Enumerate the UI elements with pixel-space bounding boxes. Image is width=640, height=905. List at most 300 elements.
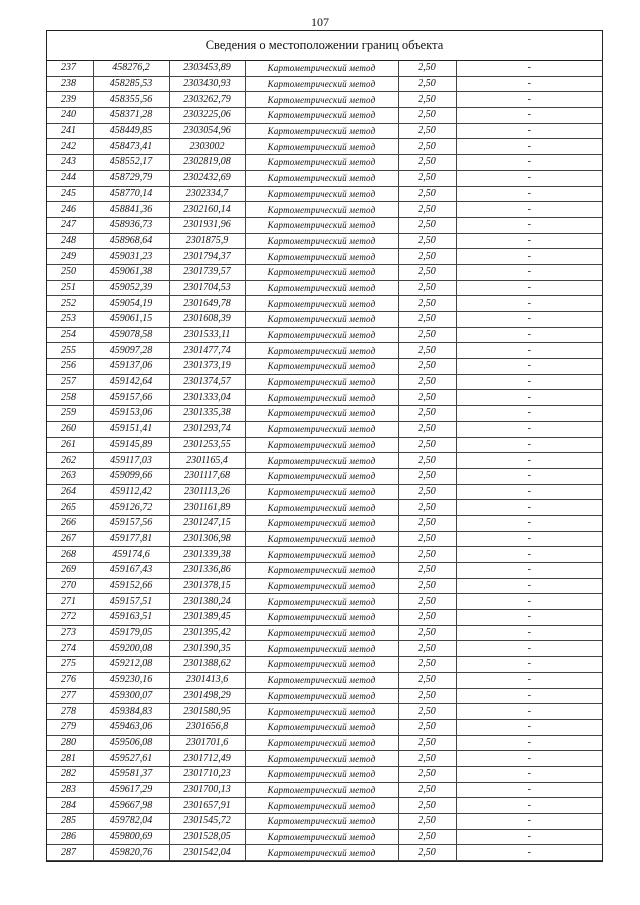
accuracy: 2,50 xyxy=(398,531,456,547)
table-row xyxy=(47,704,602,720)
description: - xyxy=(456,312,602,328)
point-number: 262 xyxy=(47,453,93,469)
point-number: 276 xyxy=(47,672,93,688)
y-coordinate: 2301649,78 xyxy=(169,296,245,312)
point-number: 237 xyxy=(47,61,93,76)
point-number: 245 xyxy=(47,186,93,202)
method: Картометрический метод xyxy=(245,735,398,751)
accuracy: 2,50 xyxy=(398,76,456,92)
point-number: 286 xyxy=(47,829,93,845)
method: Картометрический метод xyxy=(245,641,398,657)
method: Картометрический метод xyxy=(245,515,398,531)
description: - xyxy=(456,264,602,280)
method: Картометрический метод xyxy=(245,437,398,453)
x-coordinate: 459137,06 xyxy=(93,359,169,375)
point-number: 285 xyxy=(47,814,93,830)
method: Картометрический метод xyxy=(245,61,398,76)
description: - xyxy=(456,390,602,406)
table-row xyxy=(47,657,602,673)
accuracy: 2,50 xyxy=(398,139,456,155)
x-coordinate: 458473,41 xyxy=(93,139,169,155)
y-coordinate: 2301336,86 xyxy=(169,563,245,579)
y-coordinate: 2301253,55 xyxy=(169,437,245,453)
point-number: 252 xyxy=(47,296,93,312)
x-coordinate: 459031,23 xyxy=(93,249,169,265)
y-coordinate: 2301339,38 xyxy=(169,547,245,563)
y-coordinate: 2301545,72 xyxy=(169,814,245,830)
point-number: 238 xyxy=(47,76,93,92)
table-row xyxy=(47,327,602,343)
x-coordinate: 459099,66 xyxy=(93,468,169,484)
accuracy: 2,50 xyxy=(398,390,456,406)
boundary-points-table xyxy=(47,61,602,861)
accuracy: 2,50 xyxy=(398,233,456,249)
point-number: 283 xyxy=(47,782,93,798)
point-number: 243 xyxy=(47,155,93,171)
x-coordinate: 458355,56 xyxy=(93,92,169,108)
table-row xyxy=(47,500,602,516)
description: - xyxy=(456,735,602,751)
table-row xyxy=(47,374,602,390)
point-number: 269 xyxy=(47,563,93,579)
y-coordinate: 2301477,74 xyxy=(169,343,245,359)
method: Картометрический метод xyxy=(245,390,398,406)
table-row xyxy=(47,484,602,500)
x-coordinate: 459820,76 xyxy=(93,845,169,861)
y-coordinate: 2303262,79 xyxy=(169,92,245,108)
x-coordinate: 459174,6 xyxy=(93,547,169,563)
accuracy: 2,50 xyxy=(398,657,456,673)
description: - xyxy=(456,61,602,76)
y-coordinate: 2301378,15 xyxy=(169,578,245,594)
accuracy: 2,50 xyxy=(398,108,456,124)
description: - xyxy=(456,719,602,735)
y-coordinate: 2301335,38 xyxy=(169,406,245,422)
accuracy: 2,50 xyxy=(398,170,456,186)
table-row xyxy=(47,578,602,594)
table-row xyxy=(47,735,602,751)
table-row xyxy=(47,92,602,108)
description: - xyxy=(456,798,602,814)
y-coordinate: 2301700,13 xyxy=(169,782,245,798)
description: - xyxy=(456,186,602,202)
y-coordinate: 2301113,26 xyxy=(169,484,245,500)
description: - xyxy=(456,406,602,422)
description: - xyxy=(456,123,602,139)
table-row xyxy=(47,264,602,280)
y-coordinate: 2301388,62 xyxy=(169,657,245,673)
table-row xyxy=(47,766,602,782)
point-number: 267 xyxy=(47,531,93,547)
method: Картометрический метод xyxy=(245,625,398,641)
description: - xyxy=(456,170,602,186)
table-row xyxy=(47,453,602,469)
table-row xyxy=(47,672,602,688)
boundary-table-frame xyxy=(46,30,603,862)
y-coordinate: 2301390,35 xyxy=(169,641,245,657)
y-coordinate: 2301528,05 xyxy=(169,829,245,845)
point-number: 253 xyxy=(47,312,93,328)
x-coordinate: 459112,42 xyxy=(93,484,169,500)
y-coordinate: 2303430,93 xyxy=(169,76,245,92)
table-row xyxy=(47,280,602,296)
accuracy: 2,50 xyxy=(398,782,456,798)
x-coordinate: 458552,17 xyxy=(93,155,169,171)
method: Картометрический метод xyxy=(245,359,398,375)
y-coordinate: 2301498,29 xyxy=(169,688,245,704)
description: - xyxy=(456,233,602,249)
x-coordinate: 459617,29 xyxy=(93,782,169,798)
accuracy: 2,50 xyxy=(398,186,456,202)
description: - xyxy=(456,421,602,437)
method: Картометрический метод xyxy=(245,76,398,92)
x-coordinate: 458770,14 xyxy=(93,186,169,202)
accuracy: 2,50 xyxy=(398,641,456,657)
accuracy: 2,50 xyxy=(398,468,456,484)
method: Картометрический метод xyxy=(245,766,398,782)
accuracy: 2,50 xyxy=(398,500,456,516)
x-coordinate: 458729,79 xyxy=(93,170,169,186)
description: - xyxy=(456,531,602,547)
method: Картометрический метод xyxy=(245,814,398,830)
method: Картометрический метод xyxy=(245,500,398,516)
y-coordinate: 2303453,89 xyxy=(169,61,245,76)
accuracy: 2,50 xyxy=(398,437,456,453)
description: - xyxy=(456,359,602,375)
description: - xyxy=(456,453,602,469)
y-coordinate: 2302334,7 xyxy=(169,186,245,202)
y-coordinate: 2303054,96 xyxy=(169,123,245,139)
description: - xyxy=(456,515,602,531)
table-row xyxy=(47,688,602,704)
y-coordinate: 2302432,69 xyxy=(169,170,245,186)
y-coordinate: 2301333,04 xyxy=(169,390,245,406)
accuracy: 2,50 xyxy=(398,312,456,328)
y-coordinate: 2301395,42 xyxy=(169,625,245,641)
point-number: 273 xyxy=(47,625,93,641)
method: Картометрический метод xyxy=(245,421,398,437)
method: Картометрический метод xyxy=(245,264,398,280)
method: Картометрический метод xyxy=(245,672,398,688)
point-number: 242 xyxy=(47,139,93,155)
accuracy: 2,50 xyxy=(398,453,456,469)
table-row xyxy=(47,343,602,359)
table-row xyxy=(47,515,602,531)
accuracy: 2,50 xyxy=(398,688,456,704)
description: - xyxy=(456,578,602,594)
accuracy: 2,50 xyxy=(398,406,456,422)
table-row xyxy=(47,829,602,845)
accuracy: 2,50 xyxy=(398,374,456,390)
y-coordinate: 2301374,57 xyxy=(169,374,245,390)
point-number: 272 xyxy=(47,610,93,626)
accuracy: 2,50 xyxy=(398,766,456,782)
description: - xyxy=(456,374,602,390)
point-number: 268 xyxy=(47,547,93,563)
table-row xyxy=(47,641,602,657)
x-coordinate: 459054,19 xyxy=(93,296,169,312)
point-number: 240 xyxy=(47,108,93,124)
accuracy: 2,50 xyxy=(398,829,456,845)
method: Картометрический метод xyxy=(245,782,398,798)
accuracy: 2,50 xyxy=(398,264,456,280)
point-number: 260 xyxy=(47,421,93,437)
point-number: 244 xyxy=(47,170,93,186)
description: - xyxy=(456,108,602,124)
accuracy: 2,50 xyxy=(398,798,456,814)
point-number: 247 xyxy=(47,217,93,233)
x-coordinate: 459157,56 xyxy=(93,515,169,531)
y-coordinate: 2301165,4 xyxy=(169,453,245,469)
accuracy: 2,50 xyxy=(398,92,456,108)
point-number: 277 xyxy=(47,688,93,704)
point-number: 257 xyxy=(47,374,93,390)
description: - xyxy=(456,766,602,782)
method: Картометрический метод xyxy=(245,217,398,233)
accuracy: 2,50 xyxy=(398,249,456,265)
method: Картометрический метод xyxy=(245,312,398,328)
description: - xyxy=(456,468,602,484)
y-coordinate: 2302819,08 xyxy=(169,155,245,171)
accuracy: 2,50 xyxy=(398,515,456,531)
description: - xyxy=(456,437,602,453)
accuracy: 2,50 xyxy=(398,845,456,861)
table-title: Сведения о местоположении границ объекта xyxy=(47,31,602,61)
accuracy: 2,50 xyxy=(398,217,456,233)
x-coordinate: 459384,83 xyxy=(93,704,169,720)
point-number: 278 xyxy=(47,704,93,720)
x-coordinate: 459151,41 xyxy=(93,421,169,437)
method: Картометрический метод xyxy=(245,406,398,422)
y-coordinate: 2301656,8 xyxy=(169,719,245,735)
point-number: 248 xyxy=(47,233,93,249)
x-coordinate: 459230,16 xyxy=(93,672,169,688)
point-number: 275 xyxy=(47,657,93,673)
x-coordinate: 459152,66 xyxy=(93,578,169,594)
x-coordinate: 459142,64 xyxy=(93,374,169,390)
method: Картометрический метод xyxy=(245,563,398,579)
x-coordinate: 459153,06 xyxy=(93,406,169,422)
accuracy: 2,50 xyxy=(398,704,456,720)
description: - xyxy=(456,594,602,610)
table-row xyxy=(47,296,602,312)
method: Картометрический метод xyxy=(245,829,398,845)
method: Картометрический метод xyxy=(245,453,398,469)
point-number: 284 xyxy=(47,798,93,814)
description: - xyxy=(456,343,602,359)
x-coordinate: 458285,53 xyxy=(93,76,169,92)
point-number: 259 xyxy=(47,406,93,422)
table-row xyxy=(47,437,602,453)
method: Картометрический метод xyxy=(245,123,398,139)
table-row xyxy=(47,139,602,155)
description: - xyxy=(456,704,602,720)
table-row xyxy=(47,406,602,422)
x-coordinate: 459145,89 xyxy=(93,437,169,453)
accuracy: 2,50 xyxy=(398,155,456,171)
method: Картометрический метод xyxy=(245,108,398,124)
x-coordinate: 459061,38 xyxy=(93,264,169,280)
y-coordinate: 2301794,37 xyxy=(169,249,245,265)
method: Картометрический метод xyxy=(245,594,398,610)
accuracy: 2,50 xyxy=(398,735,456,751)
point-number: 264 xyxy=(47,484,93,500)
table-row xyxy=(47,563,602,579)
point-number: 239 xyxy=(47,92,93,108)
accuracy: 2,50 xyxy=(398,578,456,594)
method: Картометрический метод xyxy=(245,139,398,155)
description: - xyxy=(456,92,602,108)
point-number: 261 xyxy=(47,437,93,453)
table-row xyxy=(47,782,602,798)
x-coordinate: 459527,61 xyxy=(93,751,169,767)
y-coordinate: 2301306,98 xyxy=(169,531,245,547)
y-coordinate: 2301875,9 xyxy=(169,233,245,249)
table-row xyxy=(47,249,602,265)
table-row xyxy=(47,421,602,437)
y-coordinate: 2301380,24 xyxy=(169,594,245,610)
description: - xyxy=(456,249,602,265)
y-coordinate: 2301701,6 xyxy=(169,735,245,751)
table-row xyxy=(47,390,602,406)
y-coordinate: 2302160,14 xyxy=(169,202,245,218)
x-coordinate: 458936,73 xyxy=(93,217,169,233)
description: - xyxy=(456,829,602,845)
method: Картометрический метод xyxy=(245,845,398,861)
point-number: 279 xyxy=(47,719,93,735)
table-row xyxy=(47,751,602,767)
accuracy: 2,50 xyxy=(398,61,456,76)
x-coordinate: 459506,08 xyxy=(93,735,169,751)
x-coordinate: 459078,58 xyxy=(93,327,169,343)
description: - xyxy=(456,814,602,830)
method: Картометрический метод xyxy=(245,547,398,563)
accuracy: 2,50 xyxy=(398,814,456,830)
description: - xyxy=(456,845,602,861)
accuracy: 2,50 xyxy=(398,594,456,610)
accuracy: 2,50 xyxy=(398,672,456,688)
y-coordinate: 2301657,91 xyxy=(169,798,245,814)
point-number: 287 xyxy=(47,845,93,861)
method: Картометрический метод xyxy=(245,92,398,108)
x-coordinate: 459200,08 xyxy=(93,641,169,657)
y-coordinate: 2301247,15 xyxy=(169,515,245,531)
y-coordinate: 2301739,57 xyxy=(169,264,245,280)
table-row xyxy=(47,76,602,92)
table-row xyxy=(47,202,602,218)
y-coordinate: 2301117,68 xyxy=(169,468,245,484)
table-row xyxy=(47,798,602,814)
description: - xyxy=(456,500,602,516)
x-coordinate: 459177,81 xyxy=(93,531,169,547)
x-coordinate: 459212,08 xyxy=(93,657,169,673)
x-coordinate: 459163,51 xyxy=(93,610,169,626)
description: - xyxy=(456,280,602,296)
x-coordinate: 459782,04 xyxy=(93,814,169,830)
point-number: 263 xyxy=(47,468,93,484)
description: - xyxy=(456,610,602,626)
x-coordinate: 459052,39 xyxy=(93,280,169,296)
table-row xyxy=(47,233,602,249)
x-coordinate: 459667,98 xyxy=(93,798,169,814)
method: Картометрический метод xyxy=(245,751,398,767)
description: - xyxy=(456,563,602,579)
y-coordinate: 2301161,89 xyxy=(169,500,245,516)
method: Картометрический метод xyxy=(245,170,398,186)
method: Картометрический метод xyxy=(245,155,398,171)
y-coordinate: 2301533,11 xyxy=(169,327,245,343)
description: - xyxy=(456,202,602,218)
description: - xyxy=(456,751,602,767)
description: - xyxy=(456,641,602,657)
page-number: 107 xyxy=(311,15,329,29)
x-coordinate: 458968,64 xyxy=(93,233,169,249)
table-body xyxy=(47,61,602,861)
method: Картометрический метод xyxy=(245,468,398,484)
method: Картометрический метод xyxy=(245,704,398,720)
description: - xyxy=(456,155,602,171)
description: - xyxy=(456,296,602,312)
x-coordinate: 459300,07 xyxy=(93,688,169,704)
point-number: 249 xyxy=(47,249,93,265)
y-coordinate: 2303225,06 xyxy=(169,108,245,124)
point-number: 246 xyxy=(47,202,93,218)
method: Картометрический метод xyxy=(245,657,398,673)
table-row xyxy=(47,359,602,375)
description: - xyxy=(456,782,602,798)
y-coordinate: 2301293,74 xyxy=(169,421,245,437)
method: Картометрический метод xyxy=(245,327,398,343)
y-coordinate: 2301580,95 xyxy=(169,704,245,720)
x-coordinate: 459167,43 xyxy=(93,563,169,579)
point-number: 265 xyxy=(47,500,93,516)
method: Картометрический метод xyxy=(245,296,398,312)
y-coordinate: 2301712,49 xyxy=(169,751,245,767)
method: Картометрический метод xyxy=(245,280,398,296)
method: Картометрический метод xyxy=(245,202,398,218)
table-row xyxy=(47,594,602,610)
x-coordinate: 459126,72 xyxy=(93,500,169,516)
method: Картометрический метод xyxy=(245,233,398,249)
table-row xyxy=(47,625,602,641)
accuracy: 2,50 xyxy=(398,625,456,641)
y-coordinate: 2301413,6 xyxy=(169,672,245,688)
description: - xyxy=(456,139,602,155)
accuracy: 2,50 xyxy=(398,719,456,735)
description: - xyxy=(456,217,602,233)
description: - xyxy=(456,484,602,500)
point-number: 274 xyxy=(47,641,93,657)
accuracy: 2,50 xyxy=(398,280,456,296)
y-coordinate: 2301931,96 xyxy=(169,217,245,233)
point-number: 255 xyxy=(47,343,93,359)
y-coordinate: 2301704,53 xyxy=(169,280,245,296)
x-coordinate: 459157,66 xyxy=(93,390,169,406)
point-number: 281 xyxy=(47,751,93,767)
accuracy: 2,50 xyxy=(398,327,456,343)
method: Картометрический метод xyxy=(245,343,398,359)
description: - xyxy=(456,547,602,563)
description: - xyxy=(456,657,602,673)
accuracy: 2,50 xyxy=(398,123,456,139)
x-coordinate: 459097,28 xyxy=(93,343,169,359)
table-row xyxy=(47,312,602,328)
point-number: 251 xyxy=(47,280,93,296)
table-row xyxy=(47,170,602,186)
table-row xyxy=(47,186,602,202)
description: - xyxy=(456,76,602,92)
method: Картометрический метод xyxy=(245,610,398,626)
